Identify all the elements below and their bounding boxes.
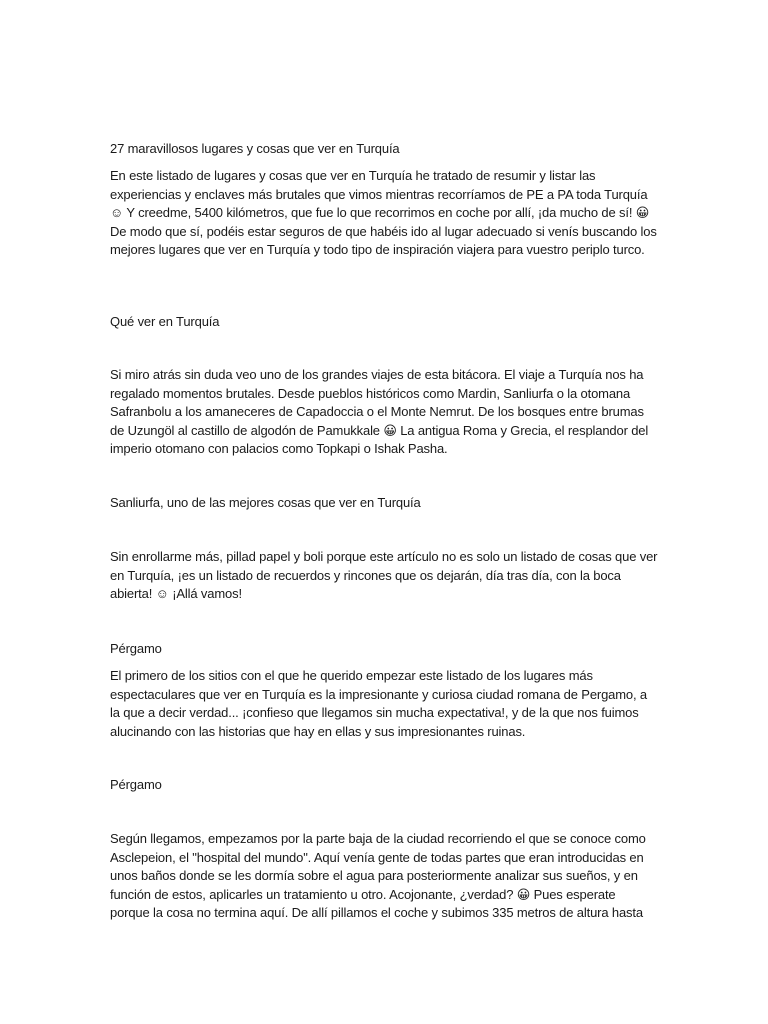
paragraph-sin-enrollarme: Sin enrollarme más, pillad papel y boli porque este artículo no es solo un listado de cosas que ver en Turquía, ¡es un listado de recuerdos y rincones que os dejarán, día tras día, con la boca abierta! ☺ ¡Allá vamos! xyxy=(110,549,658,601)
heading-pergamo: Pérgamo xyxy=(110,641,162,656)
paragraph-si-miro: Si miro atrás sin duda veo uno de los grandes viajes de esta bitácora. El viaje a Turquía nos ha regalado momentos brutales. Desde pueblos históricos como Mardin, Sanliurfa o la otomana Safranbolu a los amaneceres de Capadoccia o el Monte Nemrut. De los bosques entre brumas de Uzungöl al castillo de algodón de Pamukkale 😀 La antigua Roma y Grecia, el resplandor del imperio otomano con palacios como Topkapi o Ishak Pasha. xyxy=(110,367,649,456)
paragraph-segun: Según llegamos, empezamos por la parte baja de la ciudad recorriendo el que se conoce como Asclepeion, el "hospital del mundo". Aquí venía gente de todas partes que eran introducidas en unos baños donde se les dormía sobre el agua para posteriormente analizar sus sueños, y en función de estos, aplicarles un tratamiento u otro. Acojonante, ¿verdad? 😀 Pues esperate porque la cosa no termina aquí. De allí pillamos el coche y subimos 335 metros de altura hasta xyxy=(110,831,646,920)
heading-que-ver: Qué ver en Turquía xyxy=(110,314,220,329)
paragraph-el-primero: El primero de los sitios con el que he querido empezar este listado de los lugares más espectaculares que ver en Turquía es la impresionante y curiosa ciudad romana de Pergamo, a la que a decir verdad... ¡confieso que llegamos sin mucha expectativa!, y de la que nos fuimos alucinando con las historias que hay en ellas y sus impresionantes ruinas. xyxy=(110,668,647,739)
document-title: 27 maravillosos lugares y cosas que ver en Turquía xyxy=(110,141,400,156)
heading-pergamo-second: Pérgamo xyxy=(110,777,162,792)
heading-sanliurfa: Sanliurfa, uno de las mejores cosas que ver en Turquía xyxy=(110,495,421,510)
intro-paragraph: En este listado de lugares y cosas que ver en Turquía he tratado de resumir y listar las experiencias y enclaves más brutales que vimos mientras recorríamos de PE a PA toda Turquía ☺ Y creedme, 5400 kilómetros, que fue lo que recorrimos en coche por allí, ¡da mucho de sí! 😀 De modo que sí, podéis estar seguros de que habéis ido al lugar adecuado si venís buscando los mejores lugares que ver en Turquía y todo tipo de inspiración viajera para vuestro periplo turco. xyxy=(110,168,657,257)
